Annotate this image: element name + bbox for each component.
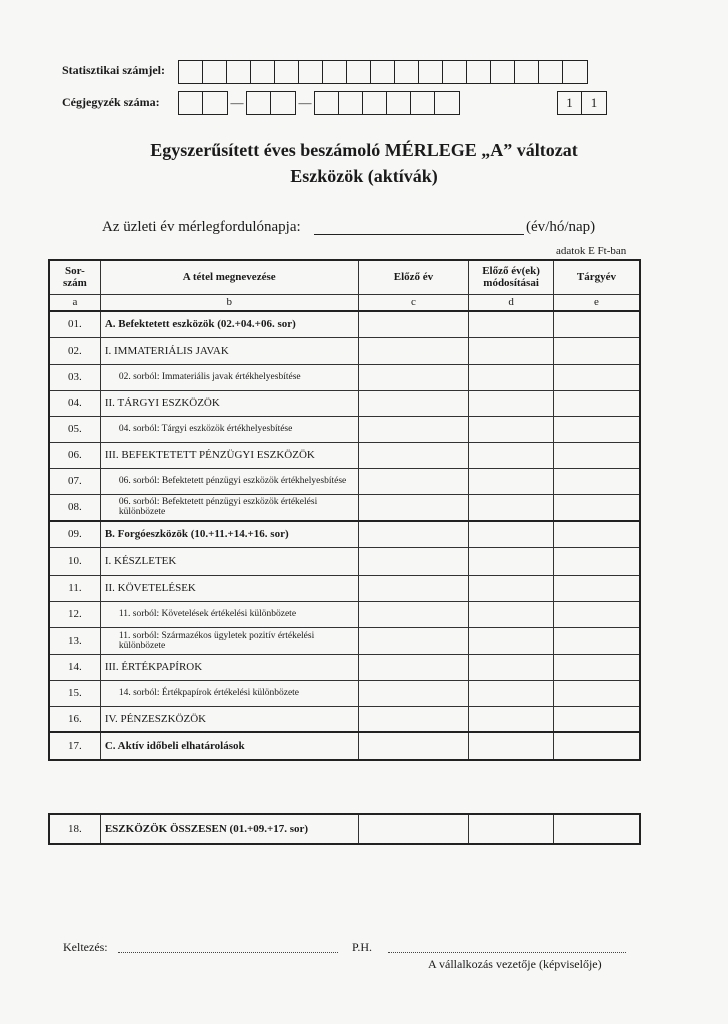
date-signed-field[interactable] <box>118 952 338 953</box>
value-cell-cur[interactable] <box>553 627 640 654</box>
value-cell-mod[interactable] <box>469 601 554 627</box>
ceg-label: Cégjegyzék száma: <box>62 95 160 109</box>
value-cell-mod[interactable] <box>469 547 554 575</box>
row-label: A. Befektetett eszközök (02.+04.+06. sor) <box>100 311 358 337</box>
total-mod-cell[interactable] <box>469 814 554 844</box>
row-label: 06. sorból: Befektetett pénzügyi eszközök értékhelyesbítése <box>100 468 358 494</box>
value-cell-mod[interactable] <box>469 494 554 521</box>
stamp-label: P.H. <box>352 940 373 954</box>
letter-e: e <box>553 294 640 311</box>
row-label: III. BEFEKTETETT PÉNZÜGYI ESZKÖZÖK <box>100 442 358 468</box>
row-number: 02. <box>49 337 100 364</box>
stat-label: Statisztikai számjel: <box>62 63 165 77</box>
value-cell-mod[interactable] <box>469 732 554 760</box>
ceg-suffix-1: 1 <box>558 92 582 114</box>
value-cell-mod[interactable] <box>469 416 554 442</box>
value-cell-prev[interactable] <box>358 654 469 680</box>
row-number: 15. <box>49 680 100 706</box>
value-cell-mod[interactable] <box>469 337 554 364</box>
ceg-dash-1: — <box>230 95 244 110</box>
table-row <box>49 521 640 547</box>
table-row <box>49 680 640 706</box>
value-cell-cur[interactable] <box>553 494 640 521</box>
row-number: 04. <box>49 390 100 416</box>
value-cell-mod[interactable] <box>469 311 554 337</box>
ceg-suffix-2: 1 <box>590 95 598 110</box>
letter-c: c <box>358 294 469 311</box>
total-name: ESZKÖZÖK ÖSSZESEN (01.+09.+17. sor) <box>100 814 358 844</box>
value-cell-prev[interactable] <box>358 521 469 547</box>
header-name: A tétel megnevezése <box>100 260 358 294</box>
row-number: 05. <box>49 416 100 442</box>
value-cell-mod[interactable] <box>469 680 554 706</box>
value-cell-mod[interactable] <box>469 575 554 601</box>
table-row <box>49 654 640 680</box>
value-cell-prev[interactable] <box>358 706 469 732</box>
ceg-suffix-boxes <box>557 91 607 115</box>
value-cell-cur[interactable] <box>553 337 640 364</box>
page-subtitle: Eszközök (aktívák) <box>290 166 438 186</box>
value-cell-cur[interactable] <box>553 521 640 547</box>
value-cell-cur[interactable] <box>553 442 640 468</box>
value-cell-cur[interactable] <box>553 654 640 680</box>
letter-d: d <box>469 294 554 311</box>
row-number: 16. <box>49 706 100 732</box>
header-num: Sor- szám <box>49 260 100 294</box>
row-label: I. IMMATERIÁLIS JAVAK <box>100 337 358 364</box>
total-cur-cell[interactable] <box>553 814 640 844</box>
value-cell-prev[interactable] <box>358 680 469 706</box>
value-cell-mod[interactable] <box>469 706 554 732</box>
value-cell-prev[interactable] <box>358 442 469 468</box>
value-cell-prev[interactable] <box>358 416 469 442</box>
value-cell-prev[interactable] <box>358 575 469 601</box>
value-cell-prev[interactable] <box>358 364 469 390</box>
table-row <box>49 627 640 654</box>
total-num: 18. <box>49 814 100 844</box>
row-label: III. ÉRTÉKPAPÍROK <box>100 654 358 680</box>
row-label: 14. sorból: Értékpapírok értékelési különbözete <box>100 680 358 706</box>
value-cell-cur[interactable] <box>553 468 640 494</box>
value-cell-mod[interactable] <box>469 521 554 547</box>
page-title: Egyszerűsített éves beszámoló MÉRLEGE „A” változat <box>150 140 578 160</box>
value-cell-mod[interactable] <box>469 364 554 390</box>
row-label: 02. sorból: Immateriális javak értékhelyesbítése <box>100 364 358 390</box>
row-label: IV. PÉNZESZKÖZÖK <box>100 706 358 732</box>
value-cell-cur[interactable] <box>553 416 640 442</box>
row-number: 06. <box>49 442 100 468</box>
total-table <box>48 813 641 845</box>
signature-caption: A vállalkozás vezetője (képviselője) <box>428 957 602 971</box>
row-number: 08. <box>49 494 100 521</box>
value-cell-prev[interactable] <box>358 337 469 364</box>
balance-table <box>48 259 641 761</box>
table-row <box>49 494 640 521</box>
value-cell-cur[interactable] <box>553 390 640 416</box>
table-row <box>49 547 640 575</box>
units-note: adatok E Ft-ban <box>556 245 627 257</box>
date-field[interactable] <box>314 234 524 235</box>
value-cell-mod[interactable] <box>469 442 554 468</box>
value-cell-mod[interactable] <box>469 468 554 494</box>
row-number: 11. <box>49 575 100 601</box>
letter-b: b <box>100 294 358 311</box>
value-cell-prev[interactable] <box>358 311 469 337</box>
header-mod: Előző év(ek) módosításai <box>469 260 554 294</box>
value-cell-mod[interactable] <box>469 654 554 680</box>
value-cell-cur[interactable] <box>553 547 640 575</box>
row-number: 09. <box>49 521 100 547</box>
value-cell-mod[interactable] <box>469 627 554 654</box>
value-cell-cur[interactable] <box>553 575 640 601</box>
row-label: 04. sorból: Tárgyi eszközök értékhelyesbítése <box>100 416 358 442</box>
signature-field[interactable] <box>388 952 626 953</box>
table-row <box>49 390 640 416</box>
row-label: I. KÉSZLETEK <box>100 547 358 575</box>
value-cell-prev[interactable] <box>358 627 469 654</box>
value-cell-cur[interactable] <box>553 706 640 732</box>
row-number: 03. <box>49 364 100 390</box>
table-row <box>49 575 640 601</box>
ceg-dash-2: — <box>298 95 312 110</box>
value-cell-prev[interactable] <box>358 547 469 575</box>
value-cell-prev[interactable] <box>358 732 469 760</box>
row-number: 17. <box>49 732 100 760</box>
ceg-number-boxes[interactable] <box>178 91 460 115</box>
row-number: 13. <box>49 627 100 654</box>
date-format-hint: (év/hó/nap) <box>526 219 596 235</box>
row-label: 11. sorból: Származékos ügyletek pozitív értékelési különbözete <box>100 627 358 654</box>
value-cell-prev[interactable] <box>358 468 469 494</box>
letter-a: a <box>49 294 100 311</box>
value-cell-cur[interactable] <box>553 311 640 337</box>
value-cell-cur[interactable] <box>553 732 640 760</box>
value-cell-prev[interactable] <box>358 601 469 627</box>
date-signed-label: Keltezés: <box>63 940 108 954</box>
row-label: 06. sorból: Befektetett pénzügyi eszközök értékelési különbözete <box>100 494 358 521</box>
header-cur: Tárgyév <box>553 260 640 294</box>
table-row <box>49 364 640 390</box>
value-cell-cur[interactable] <box>553 680 640 706</box>
row-label: B. Forgóeszközök (10.+11.+14.+16. sor) <box>100 521 358 547</box>
value-cell-cur[interactable] <box>553 601 640 627</box>
value-cell-prev[interactable] <box>358 390 469 416</box>
row-number: 07. <box>49 468 100 494</box>
row-label: 11. sorból: Követelések értékelési különbözete <box>100 601 358 627</box>
row-number: 14. <box>49 654 100 680</box>
value-cell-mod[interactable] <box>469 390 554 416</box>
row-label: II. TÁRGYI ESZKÖZÖK <box>100 390 358 416</box>
row-label: II. KÖVETELÉSEK <box>100 575 358 601</box>
total-prev-cell[interactable] <box>358 814 469 844</box>
table-row <box>49 442 640 468</box>
stat-number-boxes[interactable] <box>178 60 588 84</box>
header-prev: Előző év <box>358 260 469 294</box>
value-cell-cur[interactable] <box>553 364 640 390</box>
table-row <box>49 311 640 337</box>
table-row <box>49 732 640 760</box>
table-row <box>49 468 640 494</box>
table-row <box>49 416 640 442</box>
row-number: 10. <box>49 547 100 575</box>
table-row <box>49 601 640 627</box>
value-cell-prev[interactable] <box>358 494 469 521</box>
table-row <box>49 337 640 364</box>
row-number: 12. <box>49 601 100 627</box>
date-label: Az üzleti év mérlegfordulónapja: <box>102 219 301 235</box>
row-label: C. Aktív időbeli elhatárolások <box>100 732 358 760</box>
row-number: 01. <box>49 311 100 337</box>
table-row <box>49 706 640 732</box>
